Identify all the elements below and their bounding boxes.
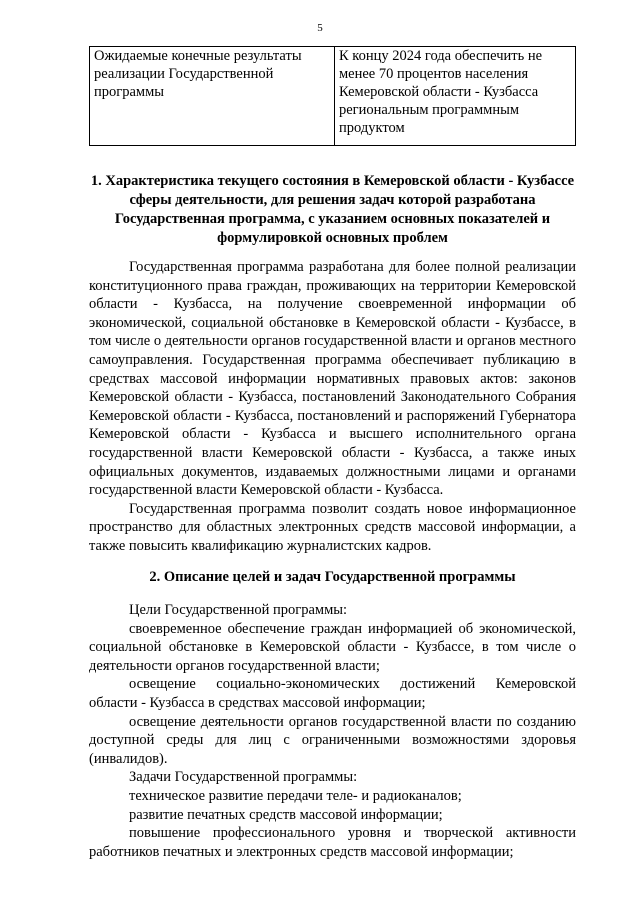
- section-1: [89, 172, 576, 248]
- section-1-heading: 1. Характеристика текущего состояния в Кемеровской области - Кузбассе сферы деятельности, для решения задач которой разработана Государственная программа, с указанием основных показателей и формулировкой основных проблем: [90, 173, 575, 246]
- section-1-paragraph-1: Государственная программа разработана для более полной реализации конституционного права граждан, проживающих на территории Кемеровской области - Кузбасса, на получение своевременной информации об экономической, социальной обстановке в Кемеровской области - Кузбассе, в том числе о деятельности органов государственной власти и органов местного самоуправления. Государственная программа обеспечивает публикацию в средствах массовой информации нормативных правовых актов: законов Кемеровской области - Кузбасса, постановлений Законодательного Собрания Кемеровской области - Кузбасса, постановлений и распоряжений Губернатора Кемеровской области - Кузбасса и высшего исполнительного органа государственной власти Кемеровской области - Кузбасса, а также иных официальных документов, издаваемых должностными лицами и органами государственной власти Кемеровской области - Кузбасса.: [89, 259, 576, 499]
- summary-value-cell: К концу 2024 года обеспечить не менее 70 процентов населения Кемеровской области - Кузбасса региональным программным продуктом: [335, 47, 576, 146]
- page-number: 5: [317, 22, 323, 34]
- goal-item-1: своевременное обеспечение граждан информацией об экономической, социальной обстановке в Кемеровской области - Кузбассе, в том числе о деятельности органов государственной власти;: [89, 620, 576, 674]
- section-1-paragraph-2: Государственная программа позволит создать новое информационное пространство для областных электронных средств массовой информации, а также повысить квалификацию журналистских кадров.: [89, 500, 576, 554]
- task-item-1: техническое развитие передачи теле- и радиоканалов;: [129, 787, 462, 804]
- goal-item-3: освещение деятельности органов государственной власти по созданию доступной среды для лиц с ограниченными возможностями здоровья (инвалидов).: [89, 713, 576, 767]
- tasks-title: Задачи Государственной программы:: [129, 769, 358, 786]
- table-row: [90, 47, 576, 146]
- section-2: [89, 568, 576, 587]
- task-item-2: развитие печатных средств массовой информации;: [129, 806, 443, 823]
- summary-table: [89, 46, 576, 146]
- summary-label-cell: Ожидаемые конечные результаты реализации Государственной программы: [90, 47, 335, 146]
- section-2-body: [89, 601, 576, 861]
- section-2-heading: 2. Описание целей и задач Государственной программы: [149, 569, 516, 585]
- goals-title: Цели Государственной программы:: [129, 602, 348, 618]
- task-item-3: повышение профессионального уровня и творческой активности работников печатных и электронных средств массовой информации;: [89, 825, 576, 860]
- section-1-body: [89, 258, 576, 556]
- goal-item-2: освещение социально-экономических достижений Кемеровской области - Кузбасса в средствах массовой информации;: [89, 676, 576, 711]
